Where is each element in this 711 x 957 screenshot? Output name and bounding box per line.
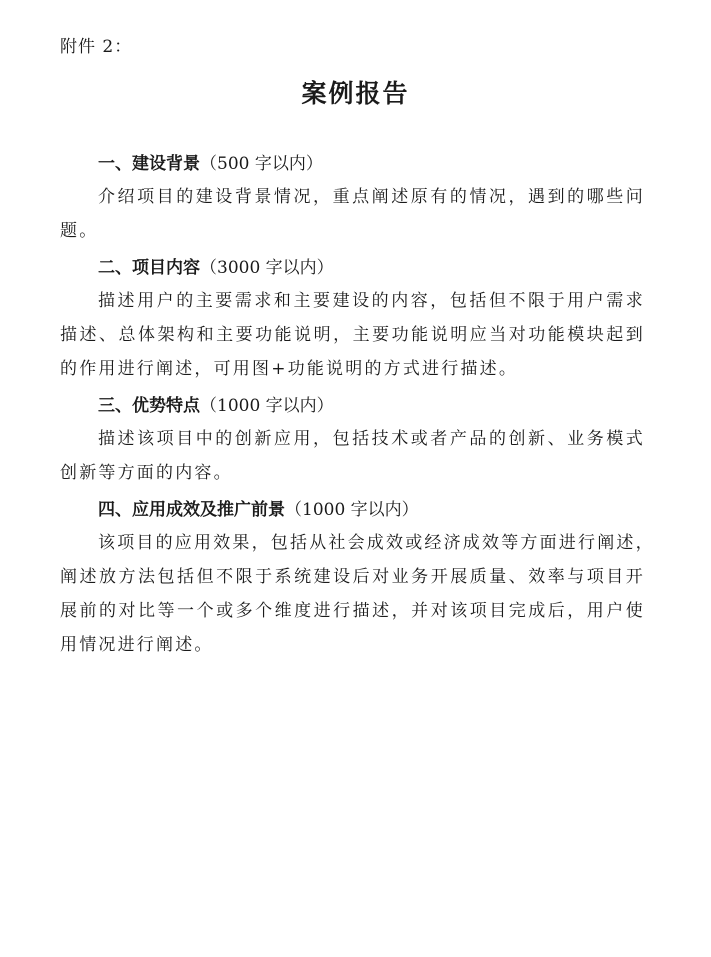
paragraph-line: 题。 xyxy=(60,221,99,241)
section-advantages xyxy=(60,390,645,490)
section-construction-background xyxy=(60,148,645,248)
section-heading xyxy=(60,148,645,180)
paragraph-line: 描述、总体架构和主要功能说明，主要功能说明应当对功能模块起到 xyxy=(60,325,645,345)
section-heading-note: （1000 字以内） xyxy=(200,396,334,416)
section-results-and-prospects xyxy=(60,494,655,662)
section-heading-note: （3000 字以内） xyxy=(200,258,334,278)
paragraph-line: 描述该项目中的创新应用，包括技术或者产品的创新、业务模式 xyxy=(98,429,645,449)
section-heading xyxy=(60,252,645,284)
paragraph-line: 该项目的应用效果，包括从社会成效或经济成效等方面进行阐述， xyxy=(98,533,655,553)
section-heading-label: 三、优势特点 xyxy=(98,396,200,416)
section-heading xyxy=(60,494,645,526)
paragraph-line: 介绍项目的建设背景情况，重点阐述原有的情况，遇到的哪些问 xyxy=(98,187,645,207)
section-heading-label: 二、项目内容 xyxy=(98,258,200,278)
section-paragraph xyxy=(60,284,645,386)
paragraph-line: 阐述放方法包括但不限于系统建设后对业务开展质量、效率与项目开 xyxy=(60,567,645,587)
page-title: 案例报告 xyxy=(301,79,410,108)
section-paragraph xyxy=(60,180,645,248)
document-body xyxy=(60,148,655,662)
section-paragraph xyxy=(60,526,655,662)
section-heading-note: （500 字以内） xyxy=(200,154,323,174)
paragraph-line: 用情况进行阐述。 xyxy=(60,635,214,655)
section-heading-note: （1000 字以内） xyxy=(285,500,419,520)
paragraph-line: 的作用进行阐述，可用图+功能说明的方式进行描述。 xyxy=(60,359,519,379)
paragraph-line: 创新等方面的内容。 xyxy=(60,463,233,483)
section-heading-label: 一、建设背景 xyxy=(98,154,200,174)
section-paragraph xyxy=(60,422,645,490)
section-project-content xyxy=(60,252,645,386)
paragraph-line: 展前的对比等一个或多个维度进行描述，并对该项目完成后，用户使 xyxy=(60,601,645,621)
paragraph-line: 描述用户的主要需求和主要建设的内容，包括但不限于用户需求 xyxy=(98,291,645,311)
section-heading xyxy=(60,390,645,422)
section-heading-label: 四、应用成效及推广前景 xyxy=(98,500,285,520)
attachment-label: 附件 2： xyxy=(60,37,133,57)
